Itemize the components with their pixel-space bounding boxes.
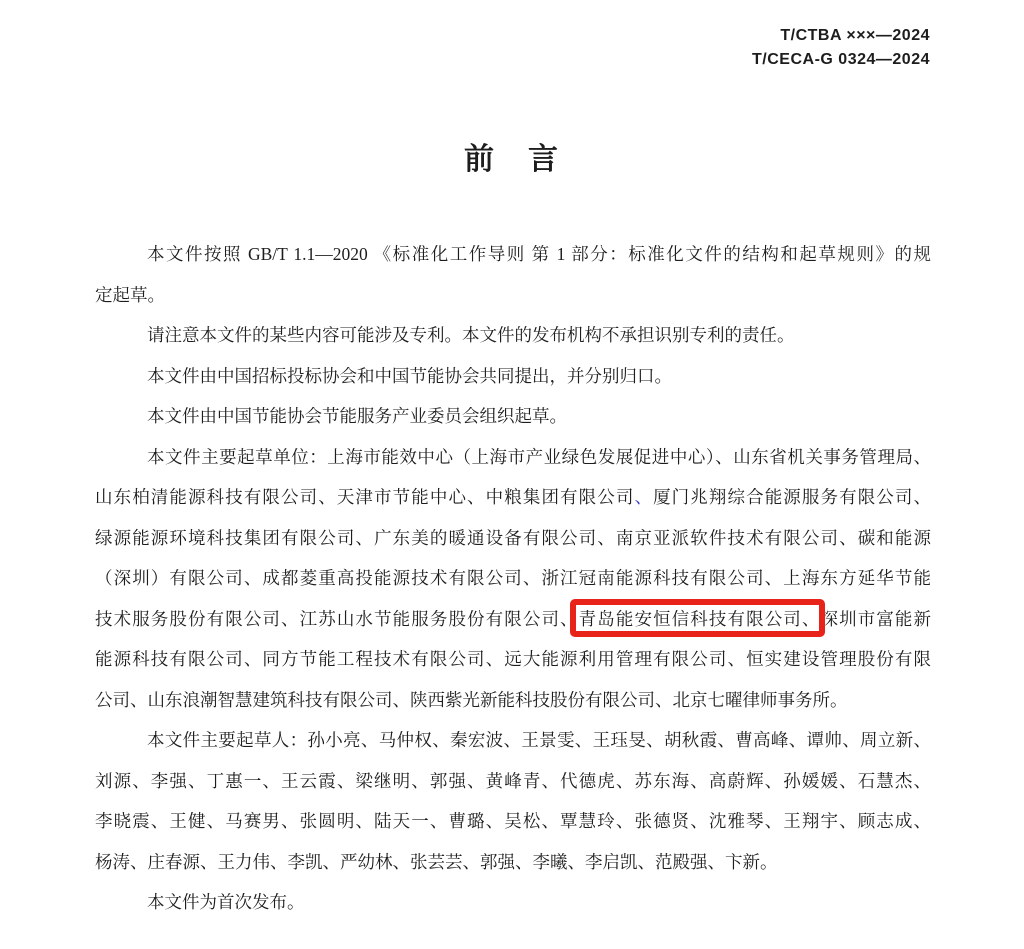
doc-code-line-2: T/CECA-G 0324—2024 [752,51,930,68]
drafters-line-4: 杨涛、庄春源、王力伟、李凯、严幼林、张芸芸、郭强、李曦、李启凯、范殿强、卞新。 [95,851,778,872]
highlighted-company-box: 青岛能安恒信科技有限公司、 [578,608,821,629]
patent-notice-line: 请注意本文件的某些内容可能涉及专利。本文件的发布机构不承担识别专利的责任。 [147,325,795,345]
doc-code-block [752,24,930,72]
organizer-line: 本文件由中国节能协会节能服务产业委员会组织起草。 [147,406,567,426]
drafting-units-line-2-after: 厦门兆翔综合能源服务有限公司、 [653,487,932,507]
drafting-units-line-7: 公司、山东浪潮智慧建筑科技有限公司、陕西紫光新能科技股份有限公司、北京七曜律师事务所。 [95,689,848,710]
drafters-line-3: 李晓震、王健、马赛男、张圆明、陆天一、曹璐、吴松、覃慧玲、张德贤、沈雅琴、王翔宇、顾志成、 [95,811,931,831]
drafting-units-line-1: 本文件主要起草单位：上海市能效中心（上海市产业绿色发展促进中心）、山东省机关事务管理局、 [147,446,931,467]
blue-dun-comma: 、 [634,487,654,507]
drafters-line-2: 刘源、李强、丁惠一、王云霞、梁继明、郭强、黄峰青、代德虎、苏东海、高蔚辉、孙媛媛、石慧杰、 [95,770,931,791]
drafting-units-line-2 [95,477,931,518]
drafters-line-1: 本文件主要起草人：孙小亮、马仲权、秦宏波、王景雯、王珏旻、胡秋霞、曹高峰、谭帅、周立新、 [147,730,931,750]
body-text [95,234,931,923]
drafting-units-line-4: （深圳）有限公司、成都菱重高投能源技术有限公司、浙江冠南能源科技有限公司、上海东方延华节能 [95,568,931,588]
drafting-units-line-5-after: 深圳市富能新 [820,608,932,629]
proposal-line: 本文件由中国招标投标协会和中国节能协会共同提出，并分别归口。 [147,365,672,386]
first-issue-line: 本文件为首次发布。 [147,892,305,912]
drafting-units-line-2-before: 山东柏清能源科技有限公司、天津市节能中心、中粮集团有限公司 [95,487,635,507]
foreword-basis-line-1: 本文件按照 GB/T 1.1—2020 《标准化工作导则 第 1 部分：标准化文件的结构和起草规则》的规 [147,244,931,264]
drafting-units-line-5 [95,599,931,640]
drafting-units-line-3: 绿源能源环境科技集团有限公司、广东美的暖通设备有限公司、南京亚派软件技术有限公司、碳和能源 [95,527,931,548]
foreword-basis-line-2: 定起草。 [95,284,165,305]
drafting-units-line-5-before: 技术服务股份有限公司、江苏山水节能服务股份有限公司、 [95,608,579,629]
drafting-units-line-6: 能源科技有限公司、同方节能工程技术有限公司、远大能源利用管理有限公司、恒实建设管理股份有限 [95,649,931,669]
doc-code-line-1: T/CTBA ×××—2024 [780,27,930,44]
page-title: 前 言 [464,143,560,176]
